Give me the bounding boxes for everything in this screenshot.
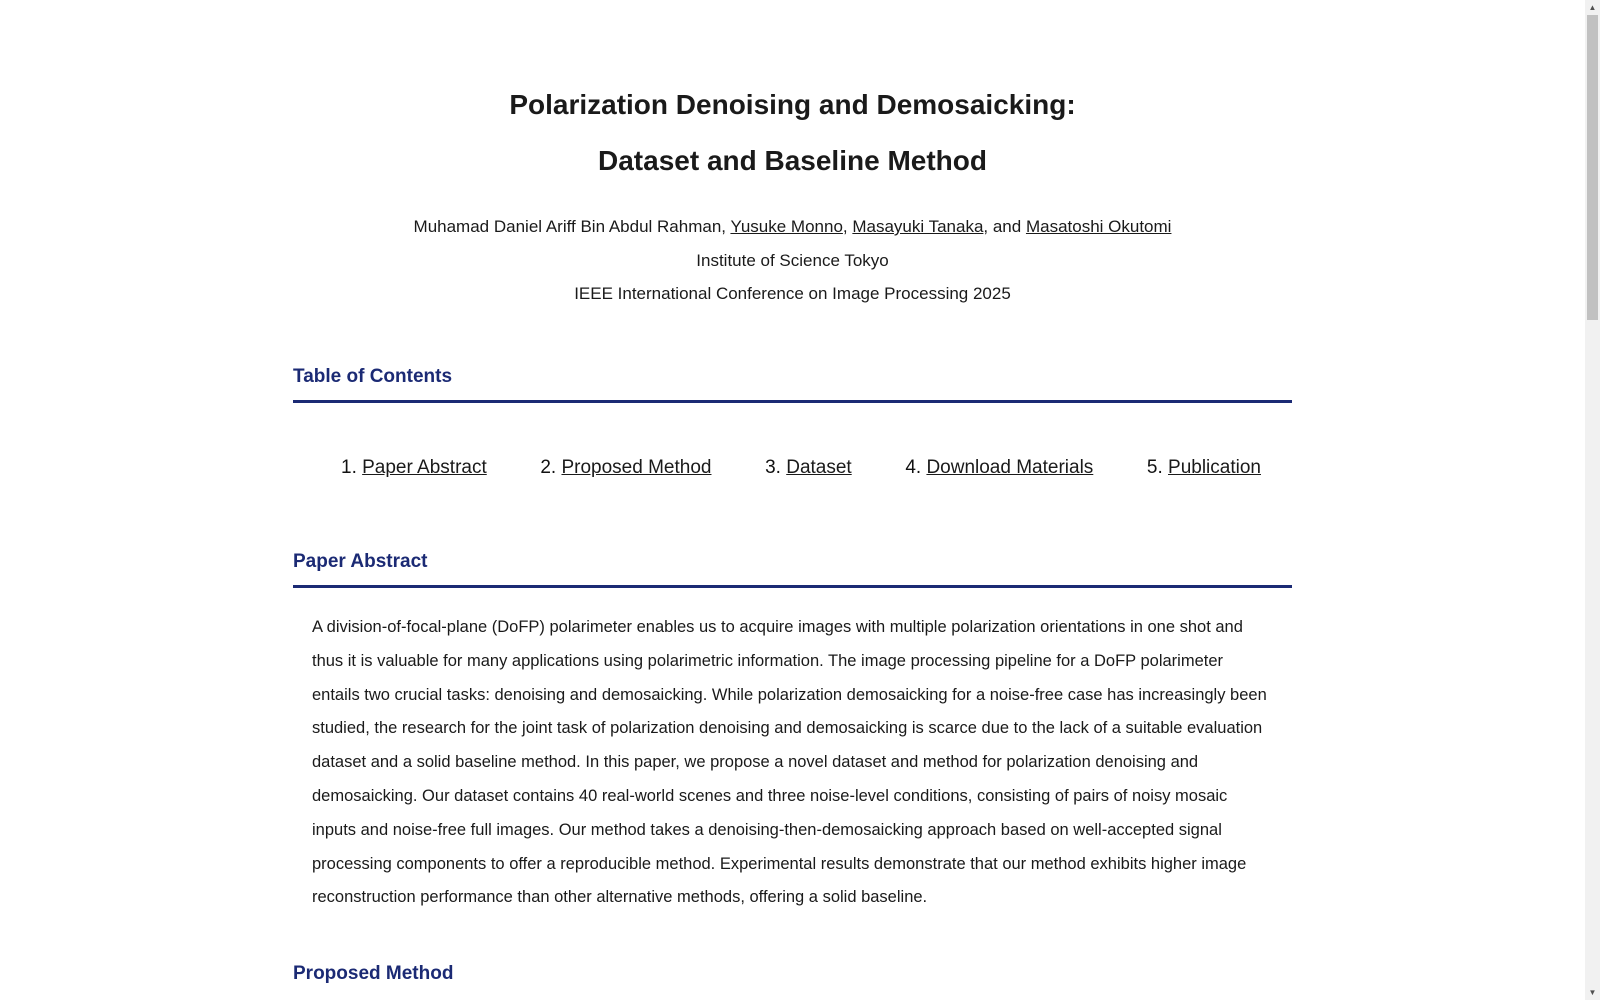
institution: Institute of Science Tokyo <box>696 251 889 270</box>
toc-item-number: 1. <box>341 457 363 478</box>
vertical-scrollbar[interactable] <box>1585 0 1600 1000</box>
toc-link-dataset[interactable]: Dataset <box>786 457 852 478</box>
toc-item <box>765 457 852 479</box>
toc-item <box>341 457 487 479</box>
toc-heading: Table of Contents <box>293 366 453 387</box>
author-separator: , and <box>983 217 1026 236</box>
author-link-monno[interactable]: Yusuke Monno <box>730 217 843 236</box>
page-title-line-2: Dataset and Baseline Method <box>598 145 987 176</box>
table-of-contents <box>341 457 1261 479</box>
toc-item-number: 2. <box>540 457 562 478</box>
toc-item <box>905 457 1093 479</box>
author-separator: , <box>721 217 731 236</box>
method-section-header <box>293 963 1292 997</box>
abstract-section-header <box>293 551 1292 588</box>
toc-link-paper-abstract[interactable]: Paper Abstract <box>362 457 487 478</box>
toc-item-number: 5. <box>1146 457 1169 478</box>
abstract-text: A division-of-focal-plane (DoFP) polarimeter enables us to acquire images with multiple polarization orientations in one shot and thus it is valuable for many applications using polarimetric information. The image processing pipeline for a DoFP polarimeter entails two crucial tasks: denoising and demosaicking. While polarization demosaicking for a noise-free case has increasingly been studied, the research for the joint task of polarization denoising and demosaicking is scarce due to the lack of a suitable evaluation dataset and a solid baseline method. In this paper, we propose a novel dataset and method for polarization denoising and demosaicking. Our dataset contains 40 real-world scenes and three noise-level conditions, consisting of pairs of noisy mosaic inputs and noise-free full images. Our method takes a denoising-then-demosaicking approach based on well-accepted signal processing components to offer a reproducible method. Experimental results demonstrate that our method exhibits higher image reconstruction performance than other alternative methods, offering a solid baseline. <box>312 618 1267 907</box>
toc-section-header <box>293 366 1292 403</box>
toc-item-number: 4. <box>905 457 927 478</box>
toc-item <box>540 457 711 479</box>
scroll-down-arrow-icon[interactable]: ▼ <box>1588 988 1597 997</box>
author-name: Muhamad Daniel Ariff Bin Abdul Rahman <box>413 217 722 236</box>
author-separator: , <box>842 217 853 236</box>
toc-item <box>1147 457 1261 479</box>
toc-link-proposed-method[interactable]: Proposed Method <box>561 457 712 478</box>
toc-link-download-materials[interactable]: Download Materials <box>926 457 1094 478</box>
scrollbar-thumb[interactable] <box>1587 15 1598 320</box>
scroll-up-arrow-icon[interactable]: ▲ <box>1588 3 1597 12</box>
abstract-heading: Paper Abstract <box>293 551 428 572</box>
author-link-tanaka[interactable]: Masayuki Tanaka <box>852 217 984 236</box>
page-title-line-1: Polarization Denoising and Demosaicking: <box>509 89 1076 120</box>
author-link-okutomi[interactable]: Masatoshi Okutomi <box>1025 217 1172 236</box>
toc-item-number: 3. <box>765 457 787 478</box>
author-list <box>293 217 1292 237</box>
toc-link-publication[interactable]: Publication <box>1168 457 1261 478</box>
method-heading: Proposed Method <box>293 963 454 984</box>
conference: IEEE International Conference on Image Processing 2025 <box>574 284 1011 303</box>
